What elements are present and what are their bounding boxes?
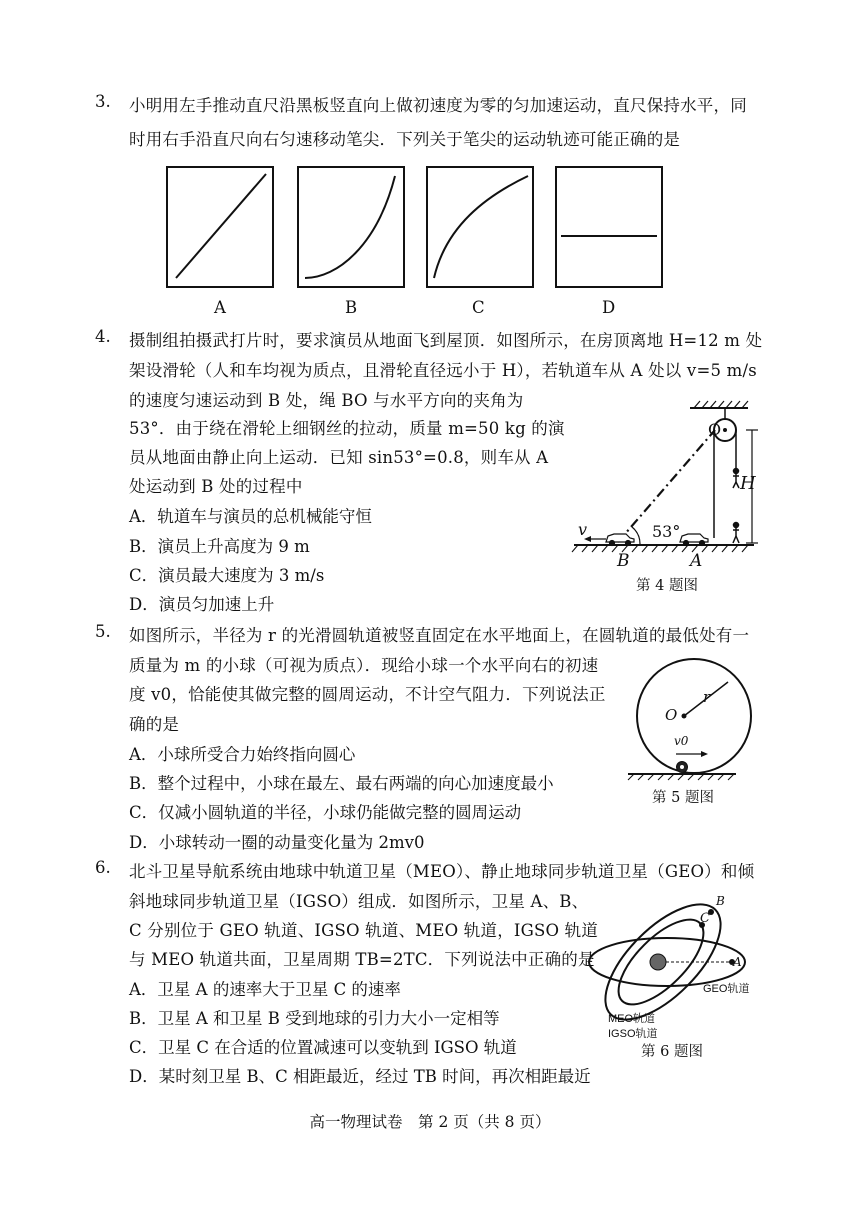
q4-option-b: B．演员上升高度为 9 m bbox=[129, 537, 310, 556]
q4-stem-line-4: 53°．由于绕在滑轮上细钢丝的拉动，质量 m=50 kg 的演 bbox=[129, 419, 565, 438]
q3-graph-b bbox=[297, 166, 405, 288]
q5-option-b: B．整个过程中，小球在最左、最右两端的向心加速度最小 bbox=[129, 774, 554, 793]
q5-option-a: A．小球所受合力始终指向圆心 bbox=[129, 745, 356, 764]
page-footer: 高一物理试卷 第 2 页（共 8 页） bbox=[309, 1113, 551, 1131]
q4-stem-line-5: 员从地面由静止向上运动．已知 sin53°=0.8，则车从 A bbox=[129, 448, 549, 467]
q4-stem-line-3: 的速度匀速运动到 B 处，绳 BO 与水平方向的夹角为 bbox=[129, 391, 524, 410]
q5-number: 5. bbox=[95, 622, 111, 641]
q6-stem-line-3: C 分别位于 GEO 轨道、IGSO 轨道、MEO 轨道，IGSO 轨道 bbox=[129, 921, 599, 940]
q6-label-a: A bbox=[733, 955, 742, 969]
q4-label-b: B bbox=[617, 551, 630, 571]
q5-stem-line-1: 如图所示，半径为 r 的光滑圆轨道被竖直固定在水平地面上，在圆轨道的最低处有一 bbox=[129, 626, 750, 645]
q6-stem-line-2: 斜地球同步轨道卫星（IGSO）组成．如图所示，卫星 A、B、 bbox=[129, 892, 589, 911]
q4-option-c: C．演员最大速度为 3 m/s bbox=[129, 566, 325, 585]
q6-stem-line-4: 与 MEO 轨道共面，卫星周期 TB=2TC．下列说法中正确的是 bbox=[129, 950, 595, 969]
q3-graph-label-c: C bbox=[472, 298, 485, 317]
q6-option-b: B．卫星 A 和卫星 B 受到地球的引力大小一定相等 bbox=[129, 1009, 500, 1028]
q5-circular-track-figure bbox=[624, 654, 764, 784]
q5-stem-line-2: 质量为 m 的小球（可视为质点）．现给小球一个水平向右的初速 bbox=[129, 656, 599, 675]
q3-graph-label-a: A bbox=[214, 298, 226, 317]
q4-label-angle: 53° bbox=[652, 522, 681, 541]
q4-option-a: A．轨道车与演员的总机械能守恒 bbox=[129, 507, 372, 526]
q5-option-c: C．仅减小圆轨道的半径，小球仍能做完整的圆周运动 bbox=[129, 803, 522, 822]
q6-option-d: D．某时刻卫星 B、C 相距最近，经过 TB 时间，再次相距最近 bbox=[129, 1067, 591, 1086]
q6-label-igso: IGSO轨道 bbox=[608, 1028, 658, 1040]
q5-label-r: r bbox=[703, 688, 711, 706]
q4-number: 4. bbox=[95, 327, 111, 346]
q6-stem-line-1: 北斗卫星导航系统由地球中轨道卫星（MEO）、静止地球同步轨道卫星（GEO）和倾 bbox=[129, 862, 755, 881]
q6-number: 6. bbox=[95, 858, 111, 877]
q3-graph-a bbox=[166, 166, 274, 288]
q4-figure-caption: 第 4 题图 bbox=[636, 578, 698, 594]
q6-label-meo: MEO轨道 bbox=[608, 1013, 656, 1025]
q4-stem-line-6: 处运动到 B 处的过程中 bbox=[129, 477, 303, 496]
q3-graph-label-b: B bbox=[345, 298, 358, 317]
q4-label-o: O bbox=[708, 420, 722, 439]
q3-graph-c bbox=[426, 166, 534, 288]
q3-stem-line-1: 小明用左手推动直尺沿黑板竖直向上做初速度为零的匀加速运动，直尺保持水平，同 bbox=[129, 96, 747, 115]
q6-label-c: C bbox=[700, 911, 710, 926]
q3-graph-d bbox=[555, 166, 663, 288]
q4-label-v: v bbox=[578, 520, 588, 539]
q4-stem-line-2: 架设滑轮（人和车均视为质点，且滑轮直径远小于 H），若轨道车从 A 处以 v=5 m/s bbox=[129, 361, 757, 380]
q3-graph-label-d: D bbox=[602, 298, 616, 317]
q6-label-b: B bbox=[716, 894, 725, 908]
q4-label-h: H bbox=[740, 473, 756, 494]
q3-number: 3. bbox=[95, 92, 111, 111]
q5-stem-line-3: 度 v0，恰能使其做完整的圆周运动，不计空气阻力．下列说法正 bbox=[129, 685, 606, 704]
q6-label-geo: GEO轨道 bbox=[703, 983, 750, 995]
q4-option-d: D．演员匀加速上升 bbox=[129, 595, 275, 614]
q4-label-a: A bbox=[690, 551, 703, 571]
q6-figure-caption: 第 6 题图 bbox=[641, 1044, 703, 1060]
q6-option-a: A．卫星 A 的速率大于卫星 C 的速率 bbox=[129, 980, 401, 999]
q5-option-d: D．小球转动一圈的动量变化量为 2mv0 bbox=[129, 833, 425, 852]
q5-label-v0: v0 bbox=[674, 734, 689, 748]
q4-stem-line-1: 摄制组拍摄武打片时，要求演员从地面飞到屋顶．如图所示，在房顶离地 H=12 m 处 bbox=[129, 331, 763, 350]
q6-option-c: C．卫星 C 在合适的位置减速可以变轨到 IGSO 轨道 bbox=[129, 1038, 517, 1057]
q3-stem-line-2: 时用右手沿直尺向右匀速移动笔尖．下列关于笔尖的运动轨迹可能正确的是 bbox=[129, 130, 681, 149]
q5-label-o: O bbox=[665, 706, 678, 724]
q5-figure-caption: 第 5 题图 bbox=[652, 790, 714, 806]
q5-stem-line-4: 确的是 bbox=[129, 715, 180, 734]
